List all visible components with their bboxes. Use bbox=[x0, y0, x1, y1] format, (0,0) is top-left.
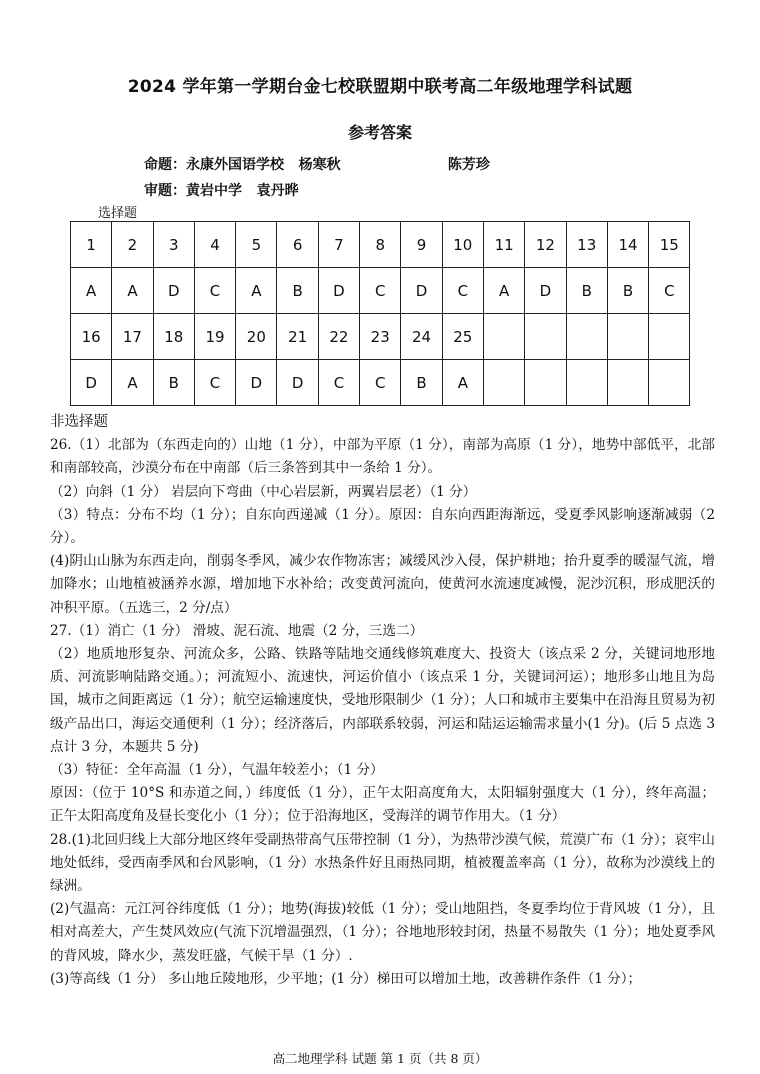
answer-table-cell: 15 bbox=[649, 222, 690, 268]
authors-line-proposition: 命题：永康外国语学校 杨寒秋 陈芳珍 bbox=[144, 157, 490, 173]
answer-table-cell: B bbox=[607, 268, 648, 314]
answer-table-cell: 2 bbox=[112, 222, 153, 268]
answer-table-cell: 21 bbox=[277, 314, 318, 360]
answer-table-cell bbox=[483, 360, 524, 406]
answer-table-cell: C bbox=[318, 360, 359, 406]
answer-table-cell: 4 bbox=[194, 222, 235, 268]
answer-table-cell: B bbox=[401, 360, 442, 406]
answer-table-cell: C bbox=[442, 268, 483, 314]
authors-line-review: 审题：黄岩中学 袁丹晔 bbox=[144, 183, 299, 199]
answer-table-cell: A bbox=[236, 268, 277, 314]
choice-section-label: 选择题 bbox=[98, 206, 138, 221]
answer-table-cell bbox=[525, 360, 566, 406]
answer-table-cell: 8 bbox=[360, 222, 401, 268]
answer-table-cell: 1 bbox=[71, 222, 112, 268]
answer-table-cell: A bbox=[442, 360, 483, 406]
answer-table-row bbox=[71, 314, 690, 360]
answer-paragraph: (2)气温高：元江河谷纬度低（1 分）；地势(海拔)较低（1 分）；受山地阻挡，冬夏季均位于背风坡（1 分），且相对高差大，产生焚风效应(气流下沉增温强烈，（1 分）；谷地地形较封闭，热量不易散失（1 分）；地处夏季风的背风坡，降水少，蒸发旺盛，气候干旱（1 分）. bbox=[50, 901, 715, 964]
answer-table-cell: D bbox=[236, 360, 277, 406]
answer-paragraph: 原因：（位于 10°S 和赤道之间，）纬度低（1 分），正午太阳高度角大，太阳辐射强度大（1 分），终年高温；正午太阳高度角及昼长变化小（1 分）；位于沿海地区，受海洋的调节作用大。（1 分） bbox=[50, 785, 715, 825]
answer-paragraph: 28.(1)北回归线上大部分地区终年受副热带高气压带控制（1 分），为热带沙漠气候，荒漠广布（1 分）；哀牢山地处低纬，受西南季风和台风影响，（1 分）水热条件好且雨热同期，植被覆盖率高（1 分），故称为沙漠线上的绿洲。 bbox=[50, 831, 715, 895]
answer-paragraph: 26.（1）北部为（东西走向的）山地（1 分），中部为平原（1 分），南部为高原（1 分），地势中部低平，北部和南部较高，沙漠分布在中南部（后三条答到其中一条给 1 分）。 bbox=[50, 437, 715, 477]
answer-table-cell: 14 bbox=[607, 222, 648, 268]
answer-table-cell: A bbox=[112, 268, 153, 314]
answer-table-cell: D bbox=[401, 268, 442, 314]
answer-table-cell bbox=[483, 314, 524, 360]
answer-paragraph: 27.（1）消亡（1 分） 滑坡、泥石流、地震（2 分，三选二） bbox=[50, 622, 424, 639]
page-footer: 高二地理学科 试题 第 1 页（共 8 页） bbox=[272, 1051, 488, 1066]
answer-table-cell: D bbox=[525, 268, 566, 314]
answer-table-cell: 19 bbox=[194, 314, 235, 360]
answer-table-cell bbox=[566, 360, 607, 406]
answer-table-cell: 9 bbox=[401, 222, 442, 268]
answer-paragraph: （2）向斜（1 分） 岩层向下弯曲（中心岩层新，两翼岩层老）（1 分） bbox=[50, 483, 477, 500]
answer-table-cell: A bbox=[112, 360, 153, 406]
answer-table-cell: B bbox=[566, 268, 607, 314]
answer-table-cell: D bbox=[153, 268, 194, 314]
answer-table-cell: 13 bbox=[566, 222, 607, 268]
answer-table-cell: 11 bbox=[483, 222, 524, 268]
answer-table-cell: C bbox=[360, 268, 401, 314]
answer-table-cell: 20 bbox=[236, 314, 277, 360]
page-subtitle: 参考答案 bbox=[347, 123, 412, 142]
answer-table-cell: 12 bbox=[525, 222, 566, 268]
non-choice-label: 非选择题 bbox=[50, 414, 108, 430]
answer-table-row bbox=[71, 268, 690, 314]
answer-table-cell: 18 bbox=[153, 314, 194, 360]
answer-paragraph: （3）特点：分布不均（1 分）；自东向西递减（1 分）。原因：自东向西距海渐远，受夏季风影响逐渐减弱（2 分）。 bbox=[50, 506, 715, 547]
answer-table-cell: D bbox=[318, 268, 359, 314]
answer-table-cell: C bbox=[194, 360, 235, 406]
answer-table-row bbox=[71, 222, 690, 268]
answer-table-cell bbox=[649, 314, 690, 360]
answer-table-cell: 10 bbox=[442, 222, 483, 268]
answer-table-cell: A bbox=[483, 268, 524, 314]
answer-table-cell: D bbox=[277, 360, 318, 406]
answer-table-row bbox=[71, 360, 690, 406]
answer-paragraph: (3)等高线（1 分） 多山地丘陵地形，少平地；(1 分）梯田可以增加土地，改善耕作条件（1 分）； bbox=[50, 970, 642, 987]
answer-table-cell: C bbox=[649, 268, 690, 314]
non-choice-section bbox=[50, 411, 715, 991]
answer-table-cell bbox=[566, 314, 607, 360]
answer-table-cell bbox=[607, 314, 648, 360]
answer-paragraph: (4)阴山山脉为东西走向，削弱冬季风，减少农作物冻害；减缓风沙入侵，保护耕地；抬升夏季的暖湿气流，增加降水；山地植被涵养水源，增加地下水补给；改变黄河流向，使黄河水流速度减慢，泥沙沉积，形成肥沃的冲积平原。（五选三，2 分/点） bbox=[50, 553, 715, 616]
answer-table-cell: 23 bbox=[360, 314, 401, 360]
answer-table-cell bbox=[649, 360, 690, 406]
answer-table-cell: 25 bbox=[442, 314, 483, 360]
answer-table-cell: 5 bbox=[236, 222, 277, 268]
answer-table-cell: 24 bbox=[401, 314, 442, 360]
answer-table-cell: 7 bbox=[318, 222, 359, 268]
answer-table-cell bbox=[525, 314, 566, 360]
answer-table-cell: C bbox=[360, 360, 401, 406]
answer-table-cell: 3 bbox=[153, 222, 194, 268]
answer-table-cell: 22 bbox=[318, 314, 359, 360]
answer-table-cell: B bbox=[153, 360, 194, 406]
answer-table-cell: C bbox=[194, 268, 235, 314]
page-title: 2024 学年第一学期台金七校联盟期中联考高二年级地理学科试题 bbox=[127, 77, 633, 97]
answer-table-cell: 16 bbox=[71, 314, 112, 360]
answer-table-cell: 6 bbox=[277, 222, 318, 268]
answer-table-cell bbox=[607, 360, 648, 406]
answer-table-cell: A bbox=[71, 268, 112, 314]
answer-paragraph: （3）特征：全年高温（1 分），气温年较差小；（1 分） bbox=[50, 762, 384, 779]
answer-table bbox=[70, 221, 690, 406]
answer-table-cell: D bbox=[71, 360, 112, 406]
answer-table-cell: B bbox=[277, 268, 318, 314]
answer-paragraph: （2）地质地形复杂、河流众多，公路、铁路等陆地交通线修筑难度大、投资大（该点采 2 分，关键词地形地质、河流影响陆路交通。）；河流短小、流速快，河运价值小（该点采 1 分，关键词河运）；地形多山地且为岛国，城市之间距离远（1 分）；航空运输速度快，受地形限制少（1 分）；人口和城市主要集中在沿海且贸易为初级产品出口，海运交通便利（1 分）；经济落后，内部联系较弱，河运和陆运运输需求量小(1 分)。(后 5 点选 3 点计 3 分，本题共 5 分) bbox=[50, 646, 715, 755]
answer-table-cell: 17 bbox=[112, 314, 153, 360]
